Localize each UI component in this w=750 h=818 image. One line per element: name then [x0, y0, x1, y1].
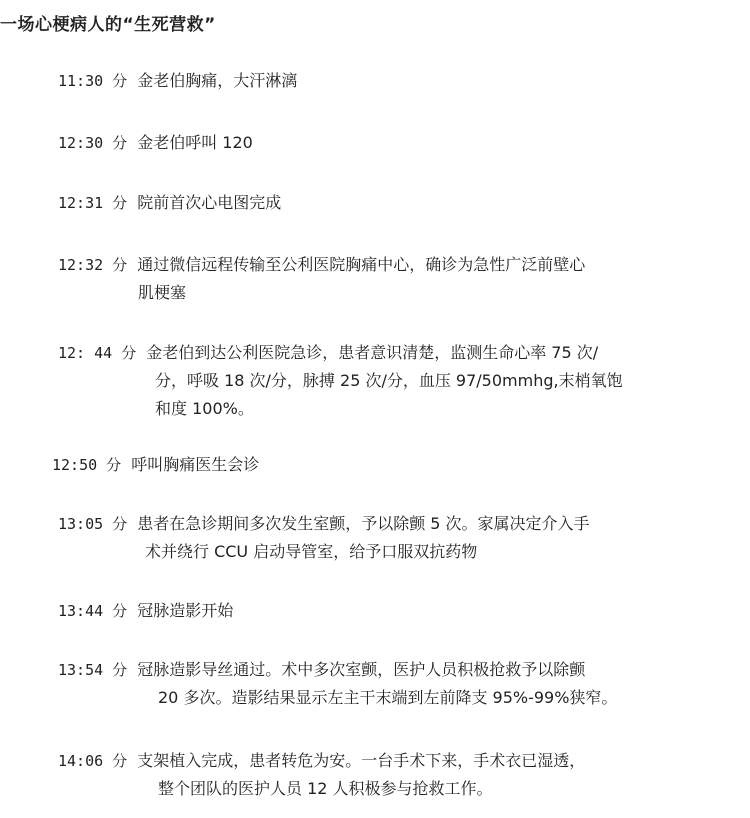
entry-text-continuation: 分，呼吸 18 次/分，脉搏 25 次/分，血压 97/50mmhg,末梢氧饱: [155, 371, 623, 390]
entry-time: 11:30 分: [58, 72, 128, 90]
entry-text: 呼叫胸痛医生会诊: [131, 455, 260, 474]
entry-time: 12: 44 分: [58, 344, 137, 362]
entry-text: 冠脉造影导丝通过。术中多次室颤，医护人员积极抢救予以除颤: [137, 660, 586, 679]
entry-time: 13:54 分: [58, 661, 128, 679]
entry-text-continuation: 20 多次。造影结果显示左主干末端到左前降支 95%-99%狭窄。: [158, 688, 618, 707]
timeline-entry: [58, 656, 617, 712]
entry-text-continuation: 术并绕行 CCU 启动导管室，给予口服双抗药物: [145, 542, 478, 561]
entry-time: 12:50 分: [52, 456, 122, 474]
timeline-entry: [58, 597, 233, 625]
timeline-entry: [58, 510, 590, 566]
entry-text-continuation: 整个团队的医护人员 12 人积极参与抢救工作。: [158, 779, 493, 798]
entry-text: 金老伯呼叫 120: [137, 133, 253, 152]
entry-time: 13:05 分: [58, 515, 128, 533]
entry-text: 通过微信远程传输至公利医院胸痛中心，确诊为急性广泛前壁心: [137, 255, 586, 274]
timeline-entry: [58, 747, 585, 803]
timeline-entry: [58, 251, 585, 307]
entry-time: 12:32 分: [58, 256, 128, 274]
entry-time: 12:31 分: [58, 194, 128, 212]
entry-text: 冠脉造影开始: [137, 601, 234, 620]
entry-time: 12:30 分: [58, 134, 128, 152]
timeline-entry: [58, 129, 253, 157]
entry-text: 金老伯胸痛，大汗淋漓: [137, 71, 298, 90]
entry-text-continuation: 肌梗塞: [138, 283, 187, 302]
entry-text-continuation: 和度 100%。: [155, 399, 254, 418]
entry-text: 支架植入完成，患者转危为安。一台手术下来，手术衣已湿透，: [137, 751, 586, 770]
timeline-entry: [58, 67, 297, 95]
timeline-entry: [58, 189, 281, 217]
entry-text: 院前首次心电图完成: [137, 193, 282, 212]
timeline-entry: [58, 339, 623, 423]
document-title: 一场心梗病人的“生死营救”: [0, 15, 216, 35]
timeline-entry: [52, 451, 259, 479]
entry-time: 14:06 分: [58, 752, 128, 770]
entry-text: 金老伯到达公利医院急诊，患者意识清楚，监测生命心率 75 次/: [146, 343, 599, 362]
entry-time: 13:44 分: [58, 602, 128, 620]
entry-text: 患者在急诊期间多次发生室颤，予以除颤 5 次。家属决定介入手: [137, 514, 590, 533]
